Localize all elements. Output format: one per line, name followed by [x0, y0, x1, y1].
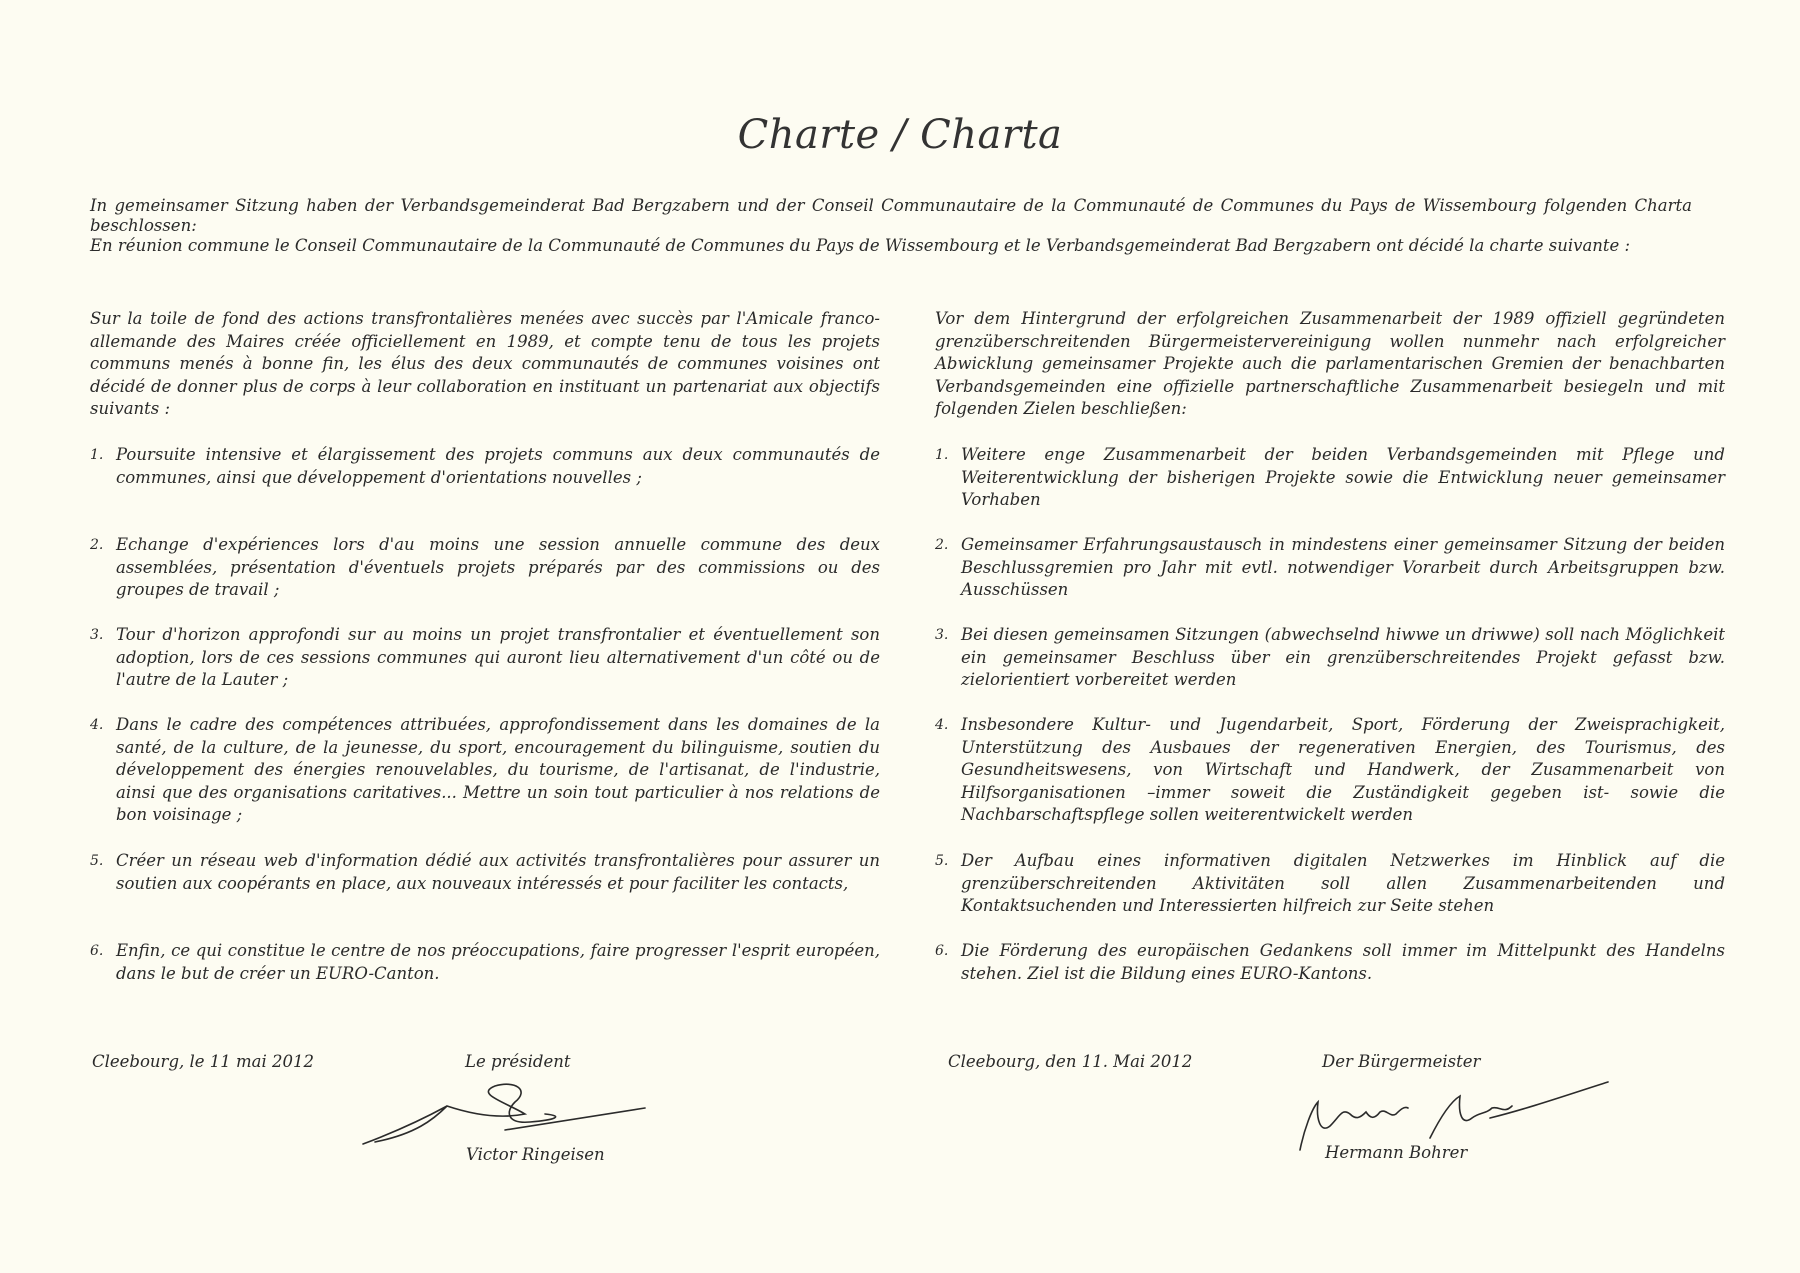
german-column	[935, 308, 1725, 983]
list-item	[90, 940, 880, 985]
list-item	[90, 850, 880, 895]
item-text: Tour d'horizon approfondi sur au moins un projet transfrontalier et éventuellement son adoption, lors de ces sessions communes qui auront lieu alternativement d'un côté ou de l'autre de la Lauter ;	[116, 625, 880, 689]
item-text: Poursuite intensive et élargissement des projets communs aux deux communautés de communes, ainsi que développement d'orientations nouvelles ;	[116, 445, 880, 487]
list-item	[90, 444, 880, 489]
item-number: 1.	[935, 447, 949, 463]
list-item	[935, 714, 1725, 827]
list-item	[935, 534, 1725, 602]
item-number: 4.	[935, 717, 949, 733]
item-text: Bei diesen gemeinsamen Sitzungen (abwechselnd hiwwe un driwwe) soll nach Möglichkeit ein gemeinsamer Beschluss über ein grenzüberschreitendes Projekt gefasst bzw. zielorientiert vorbereitet werden	[961, 625, 1725, 689]
item-number: 5.	[90, 853, 104, 869]
intro-french: En réunion commune le Conseil Communautaire de la Communauté de Communes du Pays de Wissembourg et le Verbandsgemeinderat Bad Bergzabern ont décidé la charte suivante :	[90, 236, 1631, 255]
french-signer-role: Le président	[465, 1052, 571, 1071]
item-text: Insbesondere Kultur- und Jugendarbeit, Sport, Förderung der Zweisprachigkeit, Unterstützung des Ausbaues der regenerativen Energien, des Tourismus, des Gesundheitswesens, von Wirtschaft und Handwerk, der Zusammenarbeit von Hilfsorganisationen –immer soweit die Zuständigkeit gegeben ist- sowie die Nachbarschaftspflege sollen weiterentwickelt werden	[961, 715, 1725, 824]
item-number: 1.	[90, 447, 104, 463]
item-number: 4.	[90, 717, 104, 733]
item-text: Echange d'expériences lors d'au moins une session annuelle commune des deux assemblées, présentation d'éventuels projets préparés par des commissions ou des groupes de travail ;	[116, 535, 880, 599]
list-item	[90, 624, 880, 692]
list-item	[90, 534, 880, 602]
german-signer-name: Hermann Bohrer	[1325, 1143, 1468, 1162]
intro-block	[90, 196, 1692, 256]
item-number: 6.	[935, 943, 949, 959]
french-lead: Sur la toile de fond des actions transfrontalières menées avec succès par l'Amicale franco-allemande des Maires créée officiellement en 1989, et compte tenu de tous les projets communs menés à bonne fin, les élus des deux communautés de communes voisines ont décidé de donner plus de corps à leur collaboration en instituant un partenariat aux objectifs suivants :	[90, 309, 880, 418]
list-item	[90, 714, 880, 827]
item-number: 3.	[90, 627, 104, 643]
list-item	[935, 444, 1725, 512]
item-number: 2.	[90, 537, 104, 553]
french-place-date: Cleebourg, le 11 mai 2012	[92, 1052, 315, 1071]
french-signer-name: Victor Ringeisen	[466, 1145, 605, 1164]
item-text: Der Aufbau eines informativen digitalen Netzwerkes im Hinblick auf die grenzüberschreitenden Aktivitäten soll allen Zusammenarbeitenden und Kontaktsuchenden und Interessierten hilfreich zur Seite stehen	[961, 851, 1725, 915]
french-signature	[355, 1072, 655, 1152]
item-text: Créer un réseau web d'information dédié aux activités transfrontalières pour assurer un soutien aux coopérants en place, aux nouveaux intéressés et pour faciliter les contacts,	[116, 851, 880, 893]
item-number: 3.	[935, 627, 949, 643]
item-text: Weitere enge Zusammenarbeit der beiden Verbandsgemeinden mit Pflege und Weiterentwicklung der bisherigen Projekte sowie die Entwicklung neuer gemeinsamer Vorhaben	[961, 445, 1725, 509]
item-number: 5.	[935, 853, 949, 869]
item-text: Gemeinsamer Erfahrungsaustausch in mindestens einer gemeinsamer Sitzung der beiden Beschlussgremien pro Jahr mit evtl. notwendiger Vorarbeit durch Arbeitsgruppen bzw. Ausschüssen	[961, 535, 1725, 599]
item-text: Dans le cadre des compétences attribuées, approfondissement dans les domaines de la santé, de la culture, de la jeunesse, du sport, encouragement du bilinguisme, soutien du développement des énergies renouvelables, du tourisme, de l'artisanat, de l'industrie, ainsi que des organisations caritatives... Mettre un soin tout particulier à nos relations de bon voisinage ;	[116, 715, 880, 824]
item-text: Die Förderung des europäischen Gedankens soll immer im Mittelpunkt des Handelns stehen. Ziel ist die Bildung eines EURO-Kantons.	[961, 941, 1725, 983]
document-title: Charte / Charta	[737, 112, 1063, 158]
german-place-date: Cleebourg, den 11. Mai 2012	[948, 1052, 1193, 1071]
item-number: 6.	[90, 943, 104, 959]
french-column	[90, 308, 880, 983]
item-number: 2.	[935, 537, 949, 553]
item-text: Enfin, ce qui constitue le centre de nos préoccupations, faire progresser l'esprit européen, dans le but de créer un EURO-Canton.	[116, 941, 880, 983]
intro-german: In gemeinsamer Sitzung haben der Verbandsgemeinderat Bad Bergzabern und der Conseil Communautaire de la Communauté de Communes du Pays de Wissembourg folgenden Charta beschlossen:	[90, 196, 1692, 235]
german-signer-role: Der Bürgermeister	[1322, 1052, 1481, 1071]
german-lead: Vor dem Hintergrund der erfolgreichen Zusammenarbeit der 1989 offiziell gegründeten grenzüberschreitenden Bürgermeistervereinigung wollen nunmehr nach erfolgreicher Abwicklung gemeinsamer Projekte auch die parlamentarischen Gremien der benachbarten Verbandsgemeinden eine offizielle partnerschaftliche Zusammenarbeit besiegeln und mit folgenden Zielen beschließen:	[935, 309, 1725, 418]
list-item	[935, 850, 1725, 918]
list-item	[935, 624, 1725, 692]
list-item	[935, 940, 1725, 985]
